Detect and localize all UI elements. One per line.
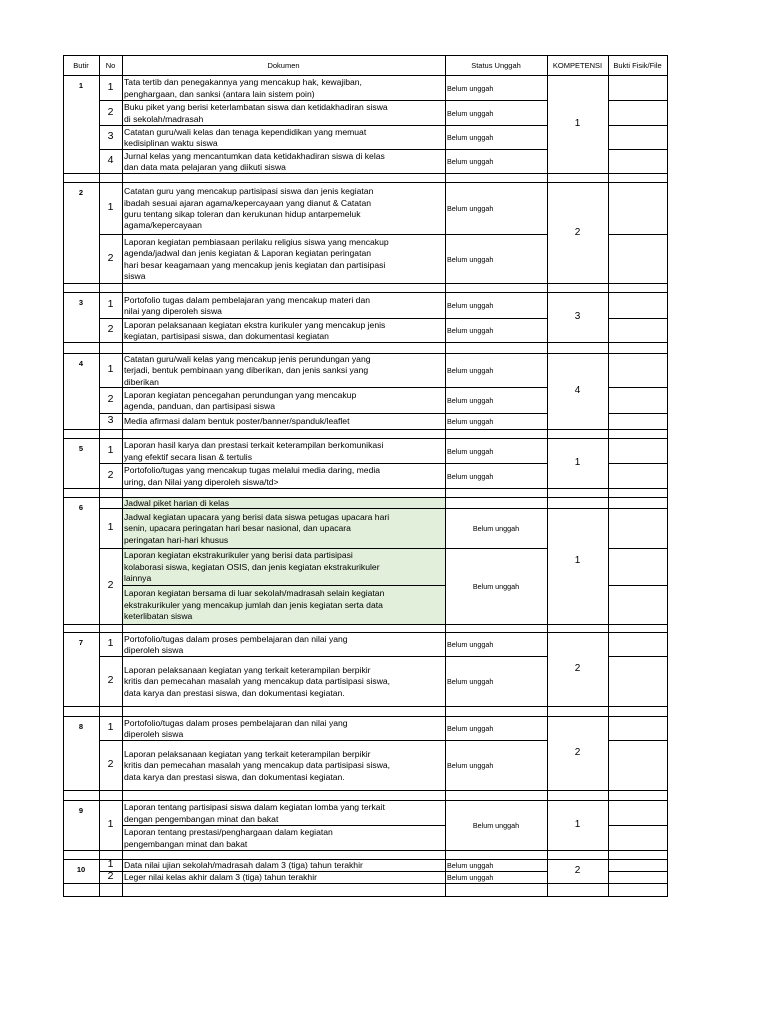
grid-line — [99, 548, 548, 549]
document-text: keterlibatan siswa — [124, 611, 193, 622]
grid-line — [99, 100, 548, 101]
row-number: 3 — [107, 414, 114, 426]
document-text: Media afirmasi dalam bentuk poster/banner/spanduk/leaflet — [124, 416, 350, 427]
grid-line — [63, 438, 668, 439]
row-number: 3 — [107, 130, 114, 142]
document-text: pengembangan minat dan bakat — [124, 838, 248, 849]
grid-line — [608, 55, 609, 897]
row-number: 4 — [107, 154, 114, 166]
grid-line — [63, 706, 668, 707]
grid-line — [608, 850, 668, 851]
grid-line — [608, 706, 668, 707]
grid-line — [608, 871, 668, 872]
grid-line — [608, 716, 668, 717]
grid-line — [547, 55, 548, 897]
document-text: Jadwal piket harian di kelas — [124, 497, 230, 508]
document-text: Portofolio/tugas dalam proses pembelajaran dan nilai yang — [124, 633, 348, 644]
document-text: ekstrakurikuler yang mencakup jumlah dan jenis kegiatan serta data — [124, 599, 383, 610]
document-text: Jadwal kegiatan upacara yang berisi data siswa petugas upacara hari — [124, 511, 390, 522]
grid-line — [608, 353, 668, 354]
document-text: Laporan pelaksanaan kegiatan yang terkait keterampilan berpikir — [124, 748, 371, 759]
grid-line — [608, 497, 668, 498]
document-text: diperoleh siswa — [124, 729, 184, 739]
upload-status: Belum unggah — [447, 301, 494, 310]
butir-number: 5 — [78, 444, 84, 453]
row-number: 2 — [107, 579, 114, 591]
grid-line — [608, 656, 668, 657]
upload-status: Belum unggah — [447, 446, 494, 456]
grid-line — [63, 55, 668, 56]
grid-line — [63, 800, 668, 801]
row-number: 2 — [107, 758, 114, 770]
document-text: Catatan guru/wali kelas dan tenaga kependidikan yang memuat — [124, 126, 367, 137]
document-text: kedisiplinan waktu siswa — [124, 138, 218, 148]
grid-line — [608, 896, 668, 897]
butir-number: 4 — [78, 359, 84, 368]
kompetensi-value: 2 — [574, 663, 581, 674]
document-text: Jurnal kelas yang mencantumkan data ketidakhadiran siswa di kelas — [124, 150, 385, 161]
grid-line — [608, 438, 668, 439]
grid-line — [608, 234, 668, 235]
grid-line — [63, 790, 668, 791]
document-text: ibadah sesuai ajaran agama/kepercayaan yang dianut & Catatan — [124, 197, 372, 208]
grid-line — [608, 149, 668, 150]
document-text: kritis dan pemecahan masalah yang mencakup data partisipasi siswa, — [124, 760, 391, 771]
grid-line — [608, 825, 668, 826]
upload-status: Belum unggah — [447, 640, 494, 649]
grid-line — [63, 429, 668, 430]
grid-line — [99, 413, 548, 414]
grid-line — [608, 508, 668, 509]
grid-line — [608, 624, 668, 625]
grid-line — [608, 100, 668, 101]
document-text: lainnya — [124, 573, 152, 584]
document-text: Laporan kegiatan pencegahan perundungan yang mencakup — [124, 389, 357, 400]
document-text: diberikan — [124, 376, 159, 387]
document-text: Leger nilai kelas akhir dalam 3 (tiga) tahun terakhir — [124, 872, 317, 883]
document-text: Laporan kegiatan bersama di luar sekolah/madrasah selain kegiatan — [124, 588, 385, 599]
header-butir: Butir — [73, 61, 89, 70]
kompetensi-value: 4 — [574, 385, 581, 396]
upload-status: Belum unggah — [472, 582, 520, 591]
document-text: Laporan kegiatan ekstrakurikuler yang berisi data partisipasi — [124, 550, 353, 561]
row-number: 2 — [107, 674, 114, 686]
upload-status: Belum unggah — [447, 396, 494, 405]
upload-status: Belum unggah — [447, 133, 494, 142]
kompetensi-value: 1 — [574, 819, 581, 830]
grid-line — [63, 488, 668, 489]
header-kompetensi: KOMPETENSI — [552, 61, 603, 70]
document-text: penghargaan, dan sanksi (antara lain sistem poin) — [124, 88, 315, 99]
row-number: 1 — [107, 637, 114, 649]
row-number: 1 — [107, 80, 114, 93]
upload-status: Belum unggah — [447, 724, 494, 733]
document-text: nilai yang diperoleh siswa — [124, 306, 222, 316]
document-text: dengan pengembangan minat dan bakat — [124, 813, 279, 824]
document-text: siswa — [124, 270, 146, 281]
grid-line — [63, 850, 668, 851]
document-text: Portofolio/tugas yang mencakup tugas melalui media daring, media — [124, 465, 381, 476]
document-text: yang efektif secara lisan & tertulis — [124, 451, 253, 462]
row-number: 2 — [107, 393, 114, 405]
row-number: 1 — [107, 858, 114, 870]
document-text: senin, upacara peringatan hari besar nasional, dan upacara — [124, 523, 351, 534]
grid-line — [608, 632, 668, 633]
document-text: diperoleh siswa — [124, 645, 184, 655]
grid-line — [608, 488, 668, 489]
header-bukti: Bukti Fisik/File — [613, 61, 662, 70]
grid-line — [63, 182, 668, 183]
row-number: 2 — [107, 468, 114, 481]
grid-line — [122, 55, 123, 897]
document-text: peringatan hari-hari khusus — [124, 534, 229, 545]
document-text: Laporan pelaksanaan kegiatan yang terkait keterampilan berpikir — [124, 664, 371, 675]
document-text: kegiatan, partisipasi siswa, dan dokumentasi kegiatan — [124, 331, 329, 341]
grid-line — [63, 75, 668, 76]
grid-line — [608, 800, 668, 801]
upload-status: Belum unggah — [472, 821, 520, 830]
row-number: 1 — [107, 443, 114, 456]
grid-line — [608, 413, 668, 414]
document-text: agenda, panduan, dan partisipasi siswa — [124, 401, 275, 411]
grid-line — [608, 318, 668, 319]
row-number: 1 — [107, 363, 114, 375]
row-number: 1 — [107, 201, 114, 213]
butir-number: 7 — [78, 638, 84, 647]
upload-status: Belum unggah — [472, 524, 520, 533]
document-text: data karya dan prestasi siswa, dan dokumentasi kegiatan. — [124, 771, 345, 782]
grid-line — [608, 173, 668, 174]
row-number: 1 — [107, 721, 114, 733]
kompetensi-value: 2 — [574, 747, 581, 758]
grid-line — [608, 883, 668, 884]
upload-status: Belum unggah — [447, 861, 494, 870]
grid-line — [608, 790, 668, 791]
upload-status: Belum unggah — [447, 471, 494, 481]
spreadsheet-table — [63, 55, 667, 896]
grid-line — [63, 292, 668, 293]
grid-line — [608, 342, 668, 343]
grid-line — [99, 234, 548, 235]
row-number: 1 — [107, 521, 114, 533]
row-number: 1 — [107, 818, 114, 830]
grid-line — [122, 825, 446, 826]
kompetensi-value: 1 — [574, 457, 581, 468]
grid-line — [608, 740, 668, 741]
kompetensi-value: 3 — [574, 311, 581, 322]
document-text: Catatan guru yang mencakup partisipasi siswa dan jenis kegiatan — [124, 186, 374, 197]
row-number: 1 — [107, 298, 114, 310]
upload-status: Belum unggah — [447, 254, 494, 264]
grid-line — [608, 283, 668, 284]
document-text: kritis dan pemecahan masalah yang mencakup data partisipasi siswa, — [124, 676, 391, 687]
upload-status: Belum unggah — [447, 761, 494, 770]
butir-number: 1 — [78, 81, 84, 90]
butir-number: 6 — [78, 503, 84, 512]
row-number: 2 — [107, 870, 114, 882]
header-dokumen: Dokumen — [267, 61, 300, 70]
butir-number: 8 — [78, 722, 84, 731]
document-text: data karya dan prestasi siswa, dan dokumentasi kegiatan. — [124, 687, 345, 698]
butir-number: 2 — [78, 188, 84, 197]
upload-status: Belum unggah — [447, 108, 494, 118]
document-text: hari besar keagamaan yang mencakup jenis kegiatan dan partisipasi — [124, 259, 386, 270]
row-number: 2 — [107, 323, 114, 335]
upload-status: Belum unggah — [447, 157, 494, 166]
document-text: Buku piket yang berisi keterlambatan siswa dan ketidakhadiran siswa — [124, 102, 388, 113]
grid-line — [608, 548, 668, 549]
grid-line — [608, 859, 668, 860]
document-text: uring, dan Nilai yang diperoleh siswa/td> — [124, 476, 279, 487]
upload-status: Belum unggah — [447, 677, 494, 686]
kompetensi-value: 1 — [574, 554, 581, 566]
grid-line — [608, 182, 668, 183]
grid-line — [99, 463, 548, 464]
grid-line — [445, 55, 446, 897]
grid-line — [63, 624, 668, 625]
grid-line — [63, 283, 668, 284]
upload-status: Belum unggah — [447, 204, 494, 213]
document-text: Portofolio tugas dalam pembelajaran yang mencakup materi dan — [124, 294, 371, 305]
grid-line — [608, 585, 668, 586]
grid-line — [63, 896, 668, 897]
document-text: Tata tertib dan penegakannya yang mencakup hak, kewajiban, — [124, 77, 362, 88]
butir-number: 3 — [78, 298, 84, 307]
document-text: guru tentang sikap toleran dan kerukunan hidup antarpemeluk — [124, 209, 361, 219]
document-text: dan data mata pelajaran yang diikuti siswa — [124, 162, 286, 172]
grid-line — [608, 463, 668, 464]
document-text: di sekolah/madrasah — [124, 113, 204, 124]
upload-status: Belum unggah — [447, 873, 494, 882]
document-text: kolaborasi siswa, kegiatan OSIS, dan jenis kegiatan ekstrakurikuler — [124, 561, 380, 572]
butir-number: 9 — [78, 806, 84, 815]
document-text: Portofolio/tugas dalam proses pembelajaran dan nilai yang — [124, 717, 348, 728]
header-status: Status Unggah — [471, 61, 521, 70]
upload-status: Belum unggah — [447, 417, 494, 426]
document-text: Laporan hasil karya dan prestasi terkait keterampilan berkomunikasi — [124, 440, 384, 451]
butir-number: 10 — [76, 865, 86, 874]
grid-line — [608, 75, 668, 76]
upload-status: Belum unggah — [447, 366, 494, 375]
kompetensi-value: 2 — [574, 865, 581, 876]
grid-line — [122, 585, 446, 586]
document-text: terjadi, bentuk pembinaan yang diberikan, dan jenis sanksi yang — [124, 365, 369, 376]
document-text: Laporan tentang partisipasi siswa dalam kegiatan lomba yang terkait — [124, 802, 385, 813]
upload-status: Belum unggah — [447, 83, 494, 93]
grid-line — [608, 292, 668, 293]
kompetensi-value: 2 — [574, 226, 581, 238]
grid-line — [608, 387, 668, 388]
row-number: 2 — [107, 251, 114, 264]
document-text: agenda/jadwal dan jenis kegiatan & Laporan kegiatan peringatan — [124, 248, 372, 259]
grid-line — [63, 55, 64, 897]
kompetensi-value: 1 — [574, 118, 581, 129]
grid-line — [667, 55, 668, 897]
row-number: 2 — [107, 105, 114, 118]
grid-line — [608, 125, 668, 126]
document-text: Data nilai ujian sekolah/madrasah dalam 3 (tiga) tahun terakhir — [124, 860, 363, 871]
document-text: Catatan guru/wali kelas yang mencakup jenis perundungan yang — [124, 353, 371, 364]
document-text: agama/kepercayaan — [124, 220, 202, 231]
grid-line — [608, 429, 668, 430]
header-no: No — [105, 61, 116, 70]
document-text: Laporan pelaksanaan kegiatan ekstra kurikuler yang mencakup jenis — [124, 319, 386, 330]
grid-line — [99, 387, 548, 388]
upload-status: Belum unggah — [447, 326, 494, 335]
document-text: Laporan kegiatan pembiasaan perilaku religius siswa yang mencakup — [124, 236, 389, 247]
document-text: Laporan tentang prestasi/penghargaan dalam kegiatan — [124, 827, 333, 838]
